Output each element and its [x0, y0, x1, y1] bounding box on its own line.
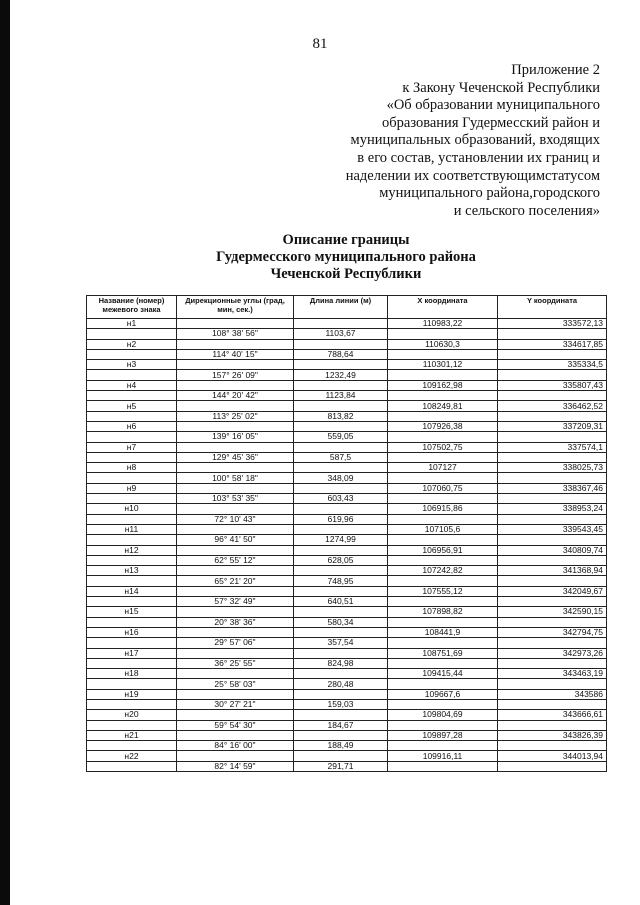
cell-line-length: [294, 648, 388, 658]
table-row: [87, 514, 607, 524]
cell-line-length: 587,5: [294, 452, 388, 462]
cell-y-coordinate: 343463,19: [498, 669, 607, 679]
cell-marker-name: [87, 699, 177, 709]
cell-marker-name: [87, 432, 177, 442]
cell-marker-name: [87, 514, 177, 524]
cell-x-coordinate: 107105,6: [388, 524, 498, 534]
cell-line-length: 788,64: [294, 349, 388, 359]
cell-x-coordinate: [388, 597, 498, 607]
cell-marker-name: н6: [87, 421, 177, 431]
table-row: [87, 689, 607, 699]
cell-line-length: 1123,84: [294, 391, 388, 401]
cell-line-length: [294, 380, 388, 390]
cell-x-coordinate: 107555,12: [388, 586, 498, 596]
cell-marker-name: [87, 720, 177, 730]
cell-x-coordinate: 106956,91: [388, 545, 498, 555]
cell-y-coordinate: [498, 391, 607, 401]
cell-line-length: [294, 669, 388, 679]
cell-y-coordinate: 342794,75: [498, 627, 607, 637]
table-row: [87, 730, 607, 740]
cell-x-coordinate: 107898,82: [388, 607, 498, 617]
cell-marker-name: [87, 555, 177, 565]
cell-marker-name: [87, 535, 177, 545]
cell-marker-name: [87, 329, 177, 339]
cell-x-coordinate: [388, 741, 498, 751]
cell-x-coordinate: [388, 329, 498, 339]
table-row: [87, 617, 607, 627]
table-row: [87, 597, 607, 607]
cell-y-coordinate: [498, 597, 607, 607]
cell-x-coordinate: 108249,81: [388, 401, 498, 411]
cell-y-coordinate: 338025,73: [498, 463, 607, 473]
table-row: [87, 658, 607, 668]
cell-line-length: 628,05: [294, 555, 388, 565]
table-row: [87, 627, 607, 637]
cell-line-length: 1232,49: [294, 370, 388, 380]
table-row: [87, 648, 607, 658]
table-row: [87, 504, 607, 514]
appendix-line: наделении их соответствующимстатусом: [345, 167, 600, 184]
cell-x-coordinate: [388, 617, 498, 627]
cell-x-coordinate: 109897,28: [388, 730, 498, 740]
table-row: [87, 679, 607, 689]
table-row: [87, 524, 607, 534]
cell-y-coordinate: [498, 699, 607, 709]
cell-line-length: [294, 421, 388, 431]
cell-direction-angle: [177, 545, 294, 555]
cell-marker-name: [87, 494, 177, 504]
cell-direction-angle: [177, 730, 294, 740]
cell-line-length: 748,95: [294, 576, 388, 586]
cell-line-length: [294, 710, 388, 720]
cell-direction-angle: [177, 339, 294, 349]
table-row: [87, 555, 607, 565]
cell-x-coordinate: 107242,82: [388, 566, 498, 576]
cell-y-coordinate: [498, 741, 607, 751]
cell-line-length: 280,48: [294, 679, 388, 689]
cell-direction-angle: [177, 669, 294, 679]
cell-marker-name: [87, 679, 177, 689]
cell-y-coordinate: 339543,45: [498, 524, 607, 534]
appendix-line: муниципальных образований, входящих: [350, 132, 600, 149]
cell-direction-angle: [177, 380, 294, 390]
cell-direction-angle: 57° 32' 49": [177, 597, 294, 607]
table-row: [87, 720, 607, 730]
header-x: X координата: [388, 296, 498, 319]
cell-marker-name: [87, 411, 177, 421]
cell-line-length: 580,34: [294, 617, 388, 627]
cell-x-coordinate: 108751,69: [388, 648, 498, 658]
cell-line-length: [294, 463, 388, 473]
cell-line-length: [294, 545, 388, 555]
cell-marker-name: н7: [87, 442, 177, 452]
cell-marker-name: н18: [87, 669, 177, 679]
cell-y-coordinate: [498, 411, 607, 421]
cell-direction-angle: 82° 14' 59": [177, 761, 294, 771]
cell-line-length: 188,49: [294, 741, 388, 751]
cell-line-length: 184,67: [294, 720, 388, 730]
cell-direction-angle: [177, 421, 294, 431]
cell-direction-angle: 139° 16' 05": [177, 432, 294, 442]
cell-y-coordinate: [498, 473, 607, 483]
cell-direction-angle: 114° 40' 15": [177, 349, 294, 359]
header-y: Y координата: [498, 296, 607, 319]
cell-direction-angle: [177, 607, 294, 617]
cell-y-coordinate: [498, 494, 607, 504]
cell-marker-name: н17: [87, 648, 177, 658]
table-row: [87, 349, 607, 359]
appendix-line: к Закону Чеченской Республики: [402, 79, 600, 96]
cell-line-length: [294, 401, 388, 411]
cell-y-coordinate: [498, 349, 607, 359]
cell-y-coordinate: [498, 452, 607, 462]
cell-line-length: 291,71: [294, 761, 388, 771]
cell-x-coordinate: [388, 535, 498, 545]
cell-x-coordinate: [388, 411, 498, 421]
cell-x-coordinate: [388, 473, 498, 483]
cell-direction-angle: [177, 319, 294, 329]
appendix-line: Приложение 2: [511, 62, 600, 78]
cell-y-coordinate: [498, 638, 607, 648]
table-row: [87, 329, 607, 339]
cell-y-coordinate: 333572,13: [498, 319, 607, 329]
cell-line-length: [294, 607, 388, 617]
cell-direction-angle: [177, 442, 294, 452]
table-row: [87, 566, 607, 576]
cell-direction-angle: [177, 463, 294, 473]
cell-line-length: 640,51: [294, 597, 388, 607]
table-row: [87, 638, 607, 648]
cell-marker-name: [87, 658, 177, 668]
cell-x-coordinate: [388, 432, 498, 442]
cell-x-coordinate: 109667,6: [388, 689, 498, 699]
table-body: [87, 319, 607, 772]
cell-x-coordinate: [388, 514, 498, 524]
cell-direction-angle: 20° 38' 36": [177, 617, 294, 627]
cell-y-coordinate: [498, 679, 607, 689]
cell-line-length: [294, 751, 388, 761]
cell-marker-name: н4: [87, 380, 177, 390]
cell-marker-name: н14: [87, 586, 177, 596]
cell-line-length: 159,03: [294, 699, 388, 709]
cell-x-coordinate: 109162,98: [388, 380, 498, 390]
cell-y-coordinate: 337574,1: [498, 442, 607, 452]
cell-line-length: [294, 627, 388, 637]
cell-x-coordinate: [388, 638, 498, 648]
cell-direction-angle: [177, 504, 294, 514]
cell-x-coordinate: [388, 452, 498, 462]
cell-marker-name: [87, 391, 177, 401]
cell-x-coordinate: 107502,75: [388, 442, 498, 452]
cell-direction-angle: 59° 54' 30": [177, 720, 294, 730]
cell-line-length: 813,82: [294, 411, 388, 421]
table-row: [87, 452, 607, 462]
cell-y-coordinate: 334617,85: [498, 339, 607, 349]
cell-direction-angle: 30° 27' 21": [177, 699, 294, 709]
cell-y-coordinate: [498, 432, 607, 442]
cell-y-coordinate: 344013,94: [498, 751, 607, 761]
cell-y-coordinate: 336462,52: [498, 401, 607, 411]
cell-direction-angle: [177, 710, 294, 720]
cell-direction-angle: 72° 10' 43": [177, 514, 294, 524]
table-row: [87, 370, 607, 380]
cell-direction-angle: 157° 26' 09": [177, 370, 294, 380]
cell-x-coordinate: [388, 349, 498, 359]
cell-x-coordinate: 107127: [388, 463, 498, 473]
table-row: [87, 360, 607, 370]
table-row: [87, 473, 607, 483]
header-angle: Дирекционные углы (град, мин, сек.): [177, 296, 294, 319]
cell-direction-angle: [177, 648, 294, 658]
cell-direction-angle: 144° 20' 42": [177, 391, 294, 401]
cell-x-coordinate: [388, 576, 498, 586]
cell-y-coordinate: 342590,15: [498, 607, 607, 617]
appendix-line: и сельского поселения»: [453, 202, 600, 219]
cell-y-coordinate: [498, 514, 607, 524]
cell-y-coordinate: [498, 555, 607, 565]
cell-y-coordinate: [498, 329, 607, 339]
table-row: [87, 319, 607, 329]
appendix-line: образования Гудермесский район и: [382, 114, 600, 131]
cell-marker-name: н5: [87, 401, 177, 411]
cell-y-coordinate: 342973,26: [498, 648, 607, 658]
cell-direction-angle: 29° 57' 06": [177, 638, 294, 648]
table-row: [87, 535, 607, 545]
cell-direction-angle: 65° 21' 20": [177, 576, 294, 586]
cell-x-coordinate: [388, 720, 498, 730]
cell-line-length: 1274,99: [294, 535, 388, 545]
table-row: [87, 380, 607, 390]
cell-line-length: 357,54: [294, 638, 388, 648]
page-number: 81: [312, 36, 328, 52]
cell-marker-name: н22: [87, 751, 177, 761]
cell-y-coordinate: [498, 576, 607, 586]
cell-y-coordinate: 338367,46: [498, 483, 607, 493]
cell-marker-name: н3: [87, 360, 177, 370]
cell-marker-name: н13: [87, 566, 177, 576]
table-row: [87, 669, 607, 679]
appendix-line: муниципального района,городского: [379, 185, 600, 202]
scan-edge-bar: [0, 0, 10, 905]
cell-x-coordinate: 108441,9: [388, 627, 498, 637]
table-row: [87, 586, 607, 596]
table-row: [87, 545, 607, 555]
cell-direction-angle: 108° 38' 56": [177, 329, 294, 339]
cell-marker-name: н20: [87, 710, 177, 720]
cell-direction-angle: [177, 401, 294, 411]
cell-y-coordinate: [498, 658, 607, 668]
cell-marker-name: н1: [87, 319, 177, 329]
table-row: [87, 442, 607, 452]
cell-y-coordinate: 343586: [498, 689, 607, 699]
cell-marker-name: [87, 761, 177, 771]
cell-y-coordinate: 340809,74: [498, 545, 607, 555]
table-row: [87, 576, 607, 586]
cell-y-coordinate: [498, 761, 607, 771]
table-row: [87, 421, 607, 431]
table-row: [87, 699, 607, 709]
cell-x-coordinate: 110630,3: [388, 339, 498, 349]
title-line: Чеченской Республики: [270, 266, 422, 282]
cell-marker-name: н8: [87, 463, 177, 473]
cell-marker-name: [87, 349, 177, 359]
cell-y-coordinate: 341368,94: [498, 566, 607, 576]
cell-line-length: 559,05: [294, 432, 388, 442]
cell-direction-angle: [177, 483, 294, 493]
cell-line-length: [294, 689, 388, 699]
table-row: [87, 607, 607, 617]
cell-marker-name: н10: [87, 504, 177, 514]
table-row: [87, 483, 607, 493]
cell-y-coordinate: 342049,67: [498, 586, 607, 596]
cell-x-coordinate: [388, 658, 498, 668]
cell-line-length: 619,96: [294, 514, 388, 524]
cell-line-length: [294, 730, 388, 740]
table-row: [87, 710, 607, 720]
table-row: [87, 751, 607, 761]
cell-marker-name: н19: [87, 689, 177, 699]
cell-marker-name: [87, 473, 177, 483]
cell-y-coordinate: [498, 535, 607, 545]
cell-direction-angle: [177, 360, 294, 370]
cell-y-coordinate: [498, 617, 607, 627]
cell-x-coordinate: 109804,69: [388, 710, 498, 720]
cell-marker-name: н15: [87, 607, 177, 617]
cell-direction-angle: 25° 58' 03": [177, 679, 294, 689]
cell-x-coordinate: 109415,44: [388, 669, 498, 679]
cell-direction-angle: [177, 627, 294, 637]
cell-x-coordinate: 109916,11: [388, 751, 498, 761]
cell-line-length: 824,98: [294, 658, 388, 668]
cell-line-length: 348,09: [294, 473, 388, 483]
cell-marker-name: [87, 741, 177, 751]
cell-x-coordinate: [388, 761, 498, 771]
cell-y-coordinate: [498, 720, 607, 730]
cell-direction-angle: 62° 55' 12": [177, 555, 294, 565]
cell-line-length: [294, 339, 388, 349]
table-row: [87, 411, 607, 421]
table-row: [87, 741, 607, 751]
cell-y-coordinate: 343826,39: [498, 730, 607, 740]
cell-line-length: 603,43: [294, 494, 388, 504]
cell-marker-name: н9: [87, 483, 177, 493]
cell-y-coordinate: 338953,24: [498, 504, 607, 514]
table-row: [87, 339, 607, 349]
table-row: [87, 401, 607, 411]
cell-x-coordinate: [388, 370, 498, 380]
document-title: [86, 232, 606, 283]
cell-direction-angle: [177, 751, 294, 761]
cell-line-length: [294, 442, 388, 452]
cell-marker-name: н12: [87, 545, 177, 555]
cell-y-coordinate: 335807,43: [498, 380, 607, 390]
cell-direction-angle: 103° 53' 35": [177, 494, 294, 504]
cell-line-length: [294, 586, 388, 596]
cell-direction-angle: 96° 41' 50": [177, 535, 294, 545]
title-line: Гудермесского муниципального района: [216, 249, 476, 265]
table-row: [87, 463, 607, 473]
title-line: Описание границы: [282, 232, 410, 248]
cell-direction-angle: 84° 16' 00": [177, 741, 294, 751]
cell-line-length: [294, 360, 388, 370]
cell-x-coordinate: 110301,12: [388, 360, 498, 370]
cell-x-coordinate: 106915,86: [388, 504, 498, 514]
cell-marker-name: [87, 597, 177, 607]
cell-line-length: 1103,67: [294, 329, 388, 339]
cell-marker-name: [87, 452, 177, 462]
table-row: [87, 761, 607, 771]
header-name: Название (номер) межевого знака: [87, 296, 177, 319]
cell-y-coordinate: 337209,31: [498, 421, 607, 431]
cell-line-length: [294, 524, 388, 534]
cell-x-coordinate: 110983,22: [388, 319, 498, 329]
cell-line-length: [294, 566, 388, 576]
cell-x-coordinate: 107060,75: [388, 483, 498, 493]
cell-marker-name: [87, 617, 177, 627]
cell-marker-name: [87, 576, 177, 586]
cell-direction-angle: [177, 566, 294, 576]
appendix-line: «Об образовании муниципального: [386, 97, 600, 114]
appendix-line: в его состав, установлении их границ и: [357, 149, 600, 166]
cell-direction-angle: [177, 689, 294, 699]
cell-x-coordinate: [388, 391, 498, 401]
cell-marker-name: н21: [87, 730, 177, 740]
cell-x-coordinate: [388, 555, 498, 565]
cell-marker-name: [87, 638, 177, 648]
cell-marker-name: н16: [87, 627, 177, 637]
cell-y-coordinate: 335334,5: [498, 360, 607, 370]
cell-x-coordinate: 107926,38: [388, 421, 498, 431]
cell-marker-name: н2: [87, 339, 177, 349]
cell-direction-angle: 129° 45' 36": [177, 452, 294, 462]
cell-direction-angle: 113° 25' 02": [177, 411, 294, 421]
cell-x-coordinate: [388, 699, 498, 709]
boundary-table: [86, 295, 607, 772]
cell-line-length: [294, 483, 388, 493]
table-row: [87, 391, 607, 401]
cell-marker-name: н11: [87, 524, 177, 534]
cell-line-length: [294, 504, 388, 514]
table-header-row: [87, 296, 607, 319]
table-row: [87, 432, 607, 442]
cell-y-coordinate: [498, 370, 607, 380]
cell-x-coordinate: [388, 679, 498, 689]
cell-line-length: [294, 319, 388, 329]
cell-y-coordinate: 343666,61: [498, 710, 607, 720]
cell-direction-angle: [177, 586, 294, 596]
cell-direction-angle: [177, 524, 294, 534]
cell-marker-name: [87, 370, 177, 380]
header-length: Длина линии (м): [294, 296, 388, 319]
appendix-header: [300, 62, 600, 220]
table-row: [87, 494, 607, 504]
cell-direction-angle: 100° 58' 18": [177, 473, 294, 483]
cell-x-coordinate: [388, 494, 498, 504]
cell-direction-angle: 36° 25' 55": [177, 658, 294, 668]
